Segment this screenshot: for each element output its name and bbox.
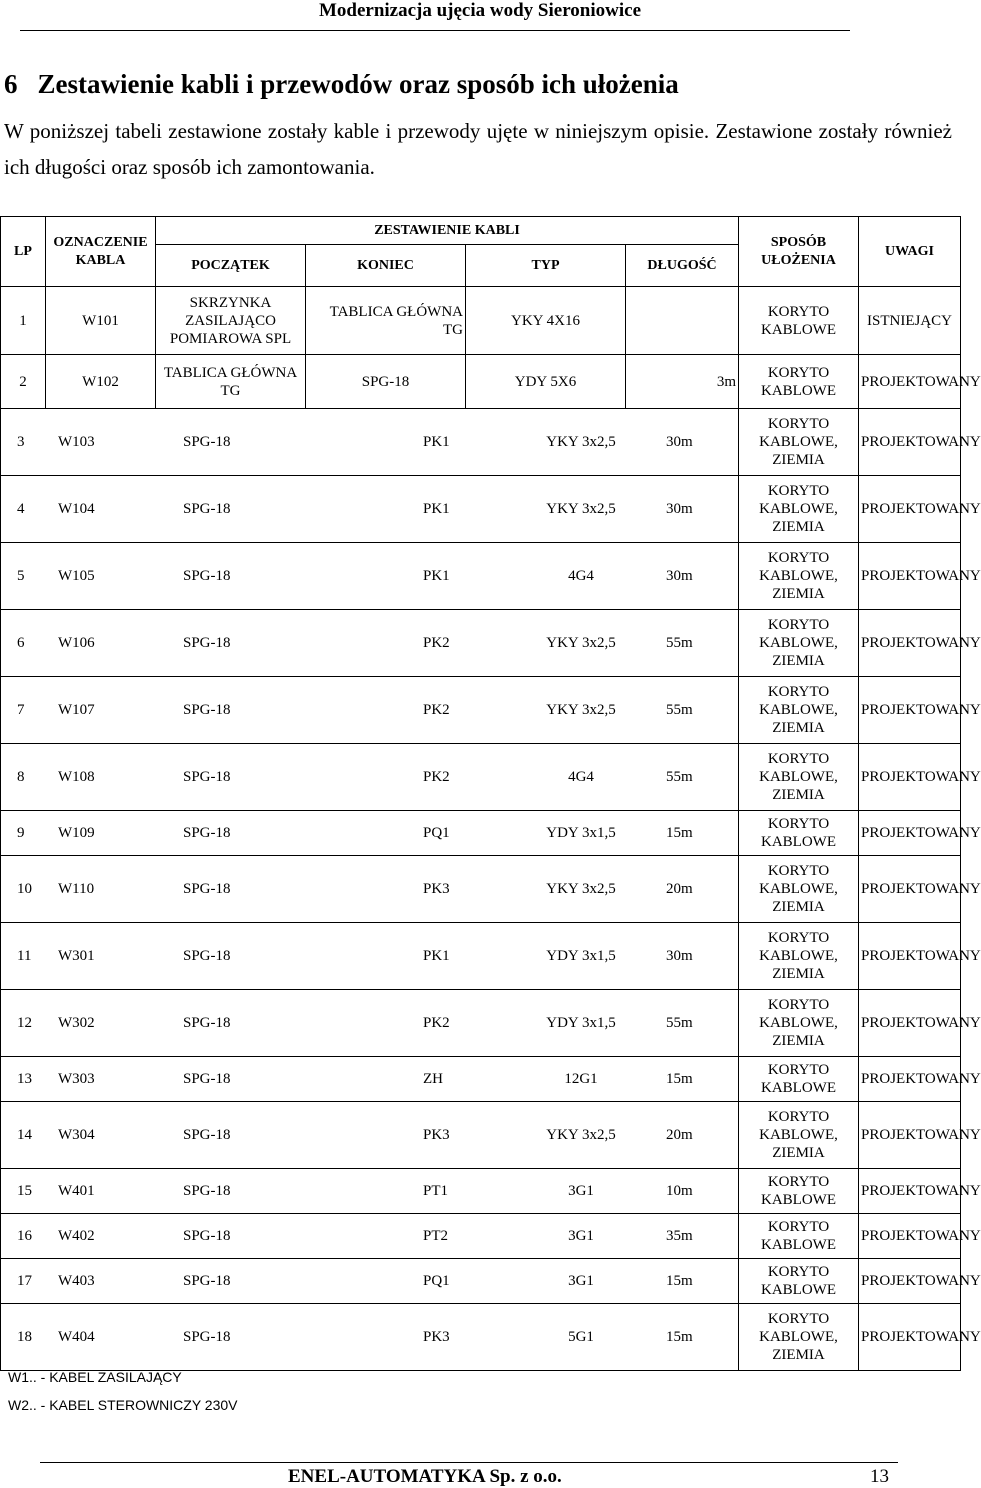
cell-start: SKRZYNKA ZASILAJĄCO POMIAROWA SPL (156, 287, 306, 355)
cell-end: PK1 (423, 948, 450, 964)
table-row (1, 476, 961, 543)
cell-start: SPG-18 (183, 702, 231, 718)
table-row (1, 1102, 961, 1169)
cell-length: 10m (666, 1183, 693, 1199)
cell-start: SPG-18 (183, 948, 231, 964)
cell-lp: 5 (17, 568, 25, 584)
cell-notes: PROJEKTOWANY (859, 990, 961, 1057)
header-end: KONIEC (306, 245, 466, 287)
table-row (1, 1214, 961, 1259)
cell-lp: 1 (1, 287, 46, 355)
cell-cable-spec (1, 744, 739, 811)
cell-type: YKY 3x2,5 (546, 702, 616, 718)
cell-notes: ISTNIEJĄCY (859, 287, 961, 355)
cable-spec-line (3, 634, 736, 652)
cell-cable-spec (1, 1304, 739, 1371)
cell-start: SPG-18 (183, 769, 231, 785)
cell-cable-spec (1, 1214, 739, 1259)
cable-spec-line (3, 567, 736, 585)
cell-notes: PROJEKTOWANY (859, 409, 961, 476)
cell-type: YKY 3x2,5 (546, 1127, 616, 1143)
cell-cable: W102 (46, 355, 156, 409)
cell-end: PK1 (423, 434, 450, 450)
cell-start: SPG-18 (183, 1228, 231, 1244)
cell-cable: W103 (58, 434, 95, 450)
cell-notes: PROJEKTOWANY (859, 677, 961, 744)
cell-type: 4G4 (568, 769, 594, 785)
cell-end: SPG-18 (306, 355, 466, 409)
cell-laying: KORYTO KABLOWE, ZIEMIA (739, 476, 859, 543)
cable-spec-line (3, 500, 736, 518)
header-start: POCZĄTEK (156, 245, 306, 287)
cell-laying: KORYTO KABLOWE, ZIEMIA (739, 1102, 859, 1169)
header-divider (20, 30, 850, 31)
cell-lp: 3 (17, 434, 25, 450)
cell-end: PK1 (423, 501, 450, 517)
cell-start: SPG-18 (183, 1127, 231, 1143)
cell-length: 30m (666, 568, 693, 584)
cell-end: PK1 (423, 568, 450, 584)
cell-lp: 7 (17, 702, 25, 718)
table-row (1, 1304, 961, 1371)
cell-notes: PROJEKTOWANY (859, 476, 961, 543)
cell-end: PT1 (423, 1183, 449, 1199)
cell-cable-spec (1, 811, 739, 856)
footer-divider (40, 1462, 898, 1463)
header-lp: LP (1, 217, 46, 287)
cell-notes: PROJEKTOWANY (859, 856, 961, 923)
table-row (1, 1057, 961, 1102)
table-row (1, 856, 961, 923)
cell-notes: PROJEKTOWANY (859, 1102, 961, 1169)
cell-laying: KORYTO KABLOWE, ZIEMIA (739, 990, 859, 1057)
cable-spec-line (3, 768, 736, 786)
running-header-title: Modernizacja ujęcia wody Sieroniowice (318, 0, 642, 21)
cell-length: 55m (666, 1015, 693, 1031)
cell-length: 30m (666, 948, 693, 964)
cell-lp: 4 (17, 501, 25, 517)
cell-cable-spec (1, 677, 739, 744)
intro-paragraph: W poniższej tabeli zestawione zostały kable i przewody ujęte w niniejszym opisie. Zestawione zostały również ich długości oraz sposób ich zamontowania. (4, 119, 952, 179)
table-row (1, 610, 961, 677)
cell-length: 55m (666, 635, 693, 651)
page-number: 13 (870, 1466, 889, 1487)
legend-control-cable: W2.. - KABEL STEROWNICZY 230V (8, 1397, 238, 1413)
cell-type: YDY 3x1,5 (546, 948, 616, 964)
cell-end: PT2 (423, 1228, 449, 1244)
cell-notes: PROJEKTOWANY (859, 1259, 961, 1304)
cell-notes: PROJEKTOWANY (859, 1214, 961, 1259)
table-row (1, 677, 961, 744)
table-row (1, 811, 961, 856)
cell-lp: 16 (17, 1228, 32, 1244)
cell-laying: KORYTO KABLOWE (739, 287, 859, 355)
cell-cable-spec (1, 990, 739, 1057)
cell-cable-spec (1, 476, 739, 543)
cell-cable: W403 (58, 1273, 95, 1289)
cell-lp: 14 (17, 1127, 32, 1143)
header-laying: SPOSÓB UŁOŻENIA (739, 217, 859, 287)
legend-power-cable: W1.. - KABEL ZASILAJĄCY (8, 1369, 182, 1385)
cell-length: 55m (666, 769, 693, 785)
cable-spec-line (3, 1272, 736, 1290)
cell-cable-spec (1, 610, 739, 677)
cable-spec-line (3, 1070, 736, 1088)
cell-laying: KORYTO KABLOWE, ZIEMIA (739, 744, 859, 811)
header-cable: OZNACZENIE KABLA (46, 217, 156, 287)
cell-lp: 15 (17, 1183, 32, 1199)
table-row (1, 744, 961, 811)
cell-cable: W104 (58, 501, 95, 517)
cell-length: 30m (666, 434, 693, 450)
cell-lp: 10 (17, 881, 32, 897)
cell-type: YDY 3x1,5 (546, 825, 616, 841)
cell-lp: 9 (17, 825, 25, 841)
cell-lp: 18 (17, 1329, 32, 1345)
cell-length: 15m (666, 1071, 693, 1087)
cell-cable-spec (1, 543, 739, 610)
cell-laying: KORYTO KABLOWE, ZIEMIA (739, 1304, 859, 1371)
footer-company: ENEL-AUTOMATYKA Sp. z o.o. (288, 1466, 562, 1487)
cell-cable-spec (1, 1169, 739, 1214)
cell-type: YDY 5X6 (466, 355, 626, 409)
cell-cable: W303 (58, 1071, 95, 1087)
cell-length: 30m (666, 501, 693, 517)
table-row (1, 355, 961, 409)
cell-laying: KORYTO KABLOWE, ZIEMIA (739, 610, 859, 677)
cell-type: YKY 3x2,5 (546, 635, 616, 651)
cell-type: 4G4 (568, 568, 594, 584)
cell-cable-spec (1, 1057, 739, 1102)
cell-laying: KORYTO KABLOWE, ZIEMIA (739, 677, 859, 744)
cell-end: PK2 (423, 769, 450, 785)
cell-lp: 17 (17, 1273, 32, 1289)
cable-spec-line (3, 1126, 736, 1144)
cell-cable: W109 (58, 825, 95, 841)
cell-end: PK2 (423, 635, 450, 651)
cell-end: ZH (423, 1071, 443, 1087)
section-heading (4, 68, 679, 100)
cell-cable: W101 (46, 287, 156, 355)
table-row (1, 1169, 961, 1214)
cell-type: YKY 3x2,5 (546, 434, 616, 450)
cable-spec-line (3, 1328, 736, 1346)
cell-cable: W110 (58, 881, 95, 897)
section-number: 6 (4, 69, 18, 99)
cell-laying: KORYTO KABLOWE (739, 1057, 859, 1102)
cell-cable: W105 (58, 568, 95, 584)
cell-start: SPG-18 (183, 825, 231, 841)
cell-length: 35m (666, 1228, 693, 1244)
cell-notes: PROJEKTOWANY (859, 811, 961, 856)
cell-length: 15m (666, 1273, 693, 1289)
cell-end: PK2 (423, 1015, 450, 1031)
cell-laying: KORYTO KABLOWE (739, 1169, 859, 1214)
cell-cable: W302 (58, 1015, 95, 1031)
cell-lp: 2 (1, 355, 46, 409)
cell-start: TABLICA GŁÓWNA TG (156, 355, 306, 409)
header-type: TYP (466, 245, 626, 287)
header-notes: UWAGI (859, 217, 961, 287)
cell-length: 20m (666, 1127, 693, 1143)
cell-notes: PROJEKTOWANY (859, 1057, 961, 1102)
cell-length: 20m (666, 881, 693, 897)
cable-spec-line (3, 880, 736, 898)
cell-type: 3G1 (568, 1228, 594, 1244)
cable-spec-line (3, 1227, 736, 1245)
table-row (1, 1259, 961, 1304)
cell-length: 3m (626, 355, 739, 409)
table-row (1, 409, 961, 476)
cell-laying: KORYTO KABLOWE, ZIEMIA (739, 409, 859, 476)
cell-end: PK3 (423, 1329, 450, 1345)
cable-spec-line (3, 947, 736, 965)
cell-notes: PROJEKTOWANY (859, 355, 961, 409)
table-row (1, 923, 961, 990)
section-title: Zestawienie kabli i przewodów oraz sposób ich ułożenia (37, 69, 679, 99)
cell-end: PK2 (423, 702, 450, 718)
cell-lp: 11 (17, 948, 32, 964)
table-row (1, 287, 961, 355)
cell-end: PQ1 (423, 1273, 450, 1289)
cell-length: 15m (666, 1329, 693, 1345)
cell-cable: W404 (58, 1329, 95, 1345)
cell-laying: KORYTO KABLOWE, ZIEMIA (739, 543, 859, 610)
cable-spec-line (3, 1182, 736, 1200)
cell-laying: KORYTO KABLOWE (739, 1259, 859, 1304)
cell-start: SPG-18 (183, 434, 231, 450)
cell-cable-spec (1, 1259, 739, 1304)
cell-type: 3G1 (568, 1183, 594, 1199)
cell-start: SPG-18 (183, 501, 231, 517)
cell-cable: W107 (58, 702, 95, 718)
cell-notes: PROJEKTOWANY (859, 1169, 961, 1214)
cell-cable: W106 (58, 635, 95, 651)
cell-start: SPG-18 (183, 1273, 231, 1289)
cell-type: YKY 4X16 (466, 287, 626, 355)
cell-notes: PROJEKTOWANY (859, 744, 961, 811)
table-row (1, 990, 961, 1057)
header-length: DŁUGOŚĆ (626, 245, 739, 287)
cell-laying: KORYTO KABLOWE (739, 355, 859, 409)
cell-cable: W108 (58, 769, 95, 785)
cell-start: SPG-18 (183, 1071, 231, 1087)
cell-start: SPG-18 (183, 881, 231, 897)
cell-start: SPG-18 (183, 1329, 231, 1345)
cable-spec-line (3, 824, 736, 842)
cell-lp: 13 (17, 1071, 32, 1087)
table-row (1, 543, 961, 610)
cell-lp: 8 (17, 769, 25, 785)
cell-cable-spec (1, 923, 739, 990)
cell-start: SPG-18 (183, 635, 231, 651)
cell-type: YDY 3x1,5 (546, 1015, 616, 1031)
cell-start: SPG-18 (183, 1183, 231, 1199)
cell-laying: KORYTO KABLOWE (739, 1214, 859, 1259)
cell-type: 5G1 (568, 1329, 594, 1345)
cell-end: PK3 (423, 1127, 450, 1143)
cell-notes: PROJEKTOWANY (859, 610, 961, 677)
cell-type: YKY 3x2,5 (546, 501, 616, 517)
cell-length: 15m (666, 825, 693, 841)
cell-cable-spec (1, 856, 739, 923)
cell-laying: KORYTO KABLOWE, ZIEMIA (739, 923, 859, 990)
cell-cable: W301 (58, 948, 95, 964)
cell-length: 55m (666, 702, 693, 718)
cell-type: YKY 3x2,5 (546, 881, 616, 897)
cable-schedule-table (0, 216, 981, 1371)
cell-end: TABLICA GŁÓWNA TG (306, 287, 466, 355)
cell-cable: W304 (58, 1127, 95, 1143)
cable-spec-line (3, 701, 736, 719)
cell-laying: KORYTO KABLOWE, ZIEMIA (739, 856, 859, 923)
cell-end: PK3 (423, 881, 450, 897)
cell-lp: 6 (17, 635, 25, 651)
cable-spec-line (3, 433, 736, 451)
header-group: ZESTAWIENIE KABLI (156, 217, 739, 245)
cell-notes: PROJEKTOWANY (859, 923, 961, 990)
cell-cable-spec (1, 1102, 739, 1169)
cell-start: SPG-18 (183, 568, 231, 584)
cell-cable: W402 (58, 1228, 95, 1244)
cell-cable-spec (1, 409, 739, 476)
table-body (1, 287, 981, 1371)
cell-notes: PROJEKTOWANY (859, 543, 961, 610)
cell-end: PQ1 (423, 825, 450, 841)
cell-start: SPG-18 (183, 1015, 231, 1031)
cell-notes: PROJEKTOWANY (859, 1304, 961, 1371)
cell-lp: 12 (17, 1015, 32, 1031)
cell-cable: W401 (58, 1183, 95, 1199)
cell-length (626, 287, 739, 355)
cell-laying: KORYTO KABLOWE (739, 811, 859, 856)
cell-type: 12G1 (564, 1071, 598, 1087)
cell-type: 3G1 (568, 1273, 594, 1289)
cable-spec-line (3, 1014, 736, 1032)
